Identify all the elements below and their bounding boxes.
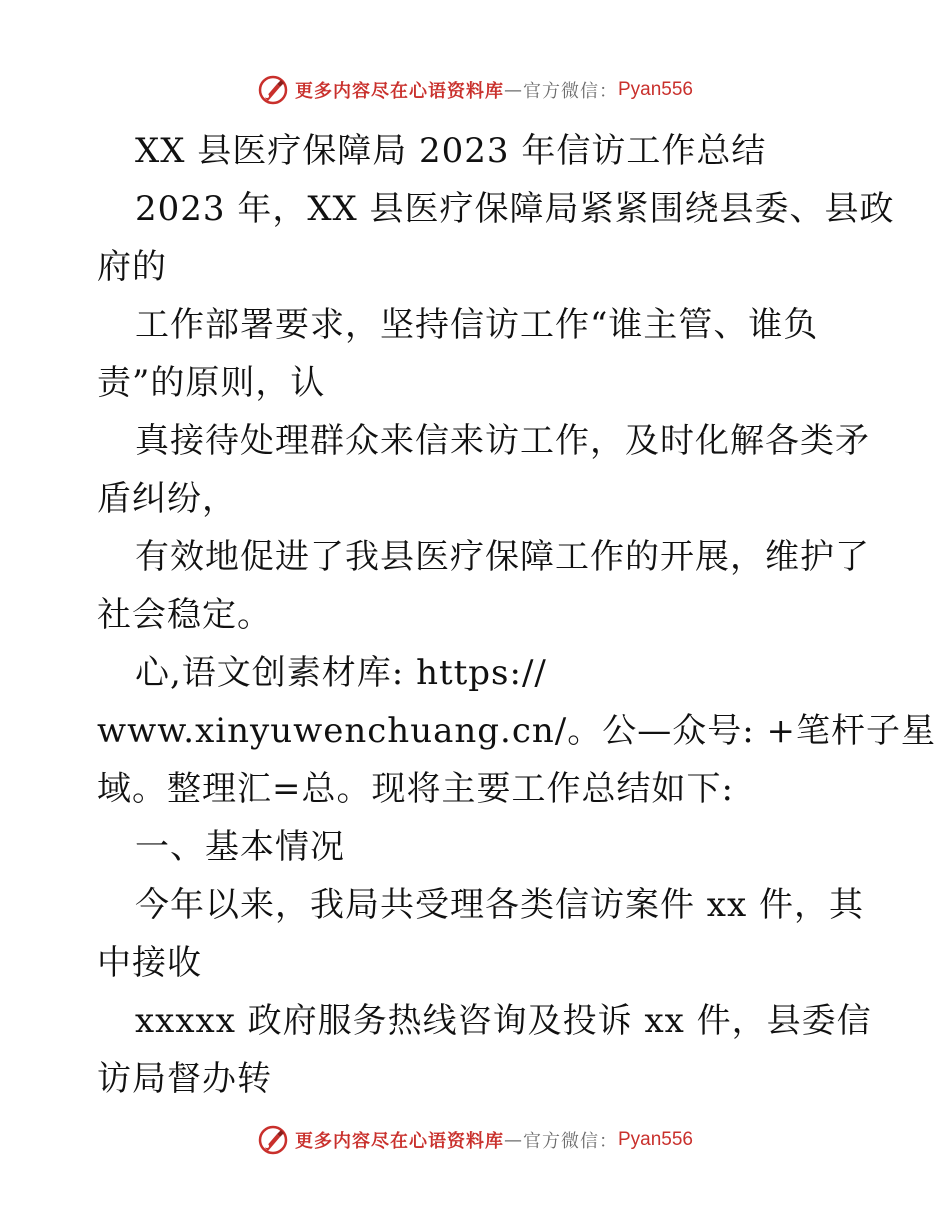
paragraph-line: 真接待处理群众来信来访工作，及时化解各类矛 xyxy=(135,421,870,461)
banner-library-text: 更多内容尽在心语资料库 xyxy=(294,1131,504,1152)
document-title: XX 县医疗保障局 2023 年信访工作总结 xyxy=(135,131,767,171)
paragraph-line: 访局督办转 xyxy=(97,1059,272,1099)
pen-logo-icon xyxy=(257,74,289,106)
paragraph-line: 中接收 xyxy=(97,943,202,983)
paragraph-line: 今年以来，我局共受理各类信访案件 xx 件，其 xyxy=(135,885,864,925)
paragraph-line: xxxxx 政府服务热线咨询及投诉 xx 件，县委信 xyxy=(135,1001,872,1041)
pen-logo-icon xyxy=(257,1124,289,1156)
banner-library-text: 更多内容尽在心语资料库 xyxy=(294,81,504,102)
paragraph-line: 盾纠纷， xyxy=(97,479,237,519)
paragraph-line: 府的 xyxy=(97,247,167,287)
paragraph-line: 社会稳定。 xyxy=(97,595,272,635)
paragraph-line: 有效地促进了我县医疗保障工作的开展，维护了 xyxy=(135,537,870,577)
header-banner xyxy=(0,70,950,110)
paragraph-line: 责”的原则，认 xyxy=(97,363,326,403)
banner-wechat-label: 官方微信： xyxy=(522,1131,618,1152)
banner-dash: — xyxy=(503,1129,523,1151)
banner-dash: — xyxy=(503,79,523,101)
source-note-line: www.xinyuwenchuang.cn/。公—众号: +笔杆子星 xyxy=(97,711,936,751)
footer-banner xyxy=(0,1120,950,1160)
banner-wechat-id: Pyan556 xyxy=(617,79,693,100)
section-heading: 一、基本情况 xyxy=(135,827,345,867)
document-body xyxy=(97,122,936,1108)
source-note-line: 心,语文创素材库: https:// xyxy=(135,653,547,693)
banner-wechat-id: Pyan556 xyxy=(617,1129,693,1150)
paragraph-line: 2023 年，XX 县医疗保障局紧紧围绕县委、县政 xyxy=(135,189,895,229)
banner-wechat-label: 官方微信： xyxy=(522,81,618,102)
source-note-line: 域。整理汇=总。现将主要工作总结如下: xyxy=(97,769,734,809)
paragraph-line: 工作部署要求，坚持信访工作“谁主管、谁负 xyxy=(135,305,819,345)
